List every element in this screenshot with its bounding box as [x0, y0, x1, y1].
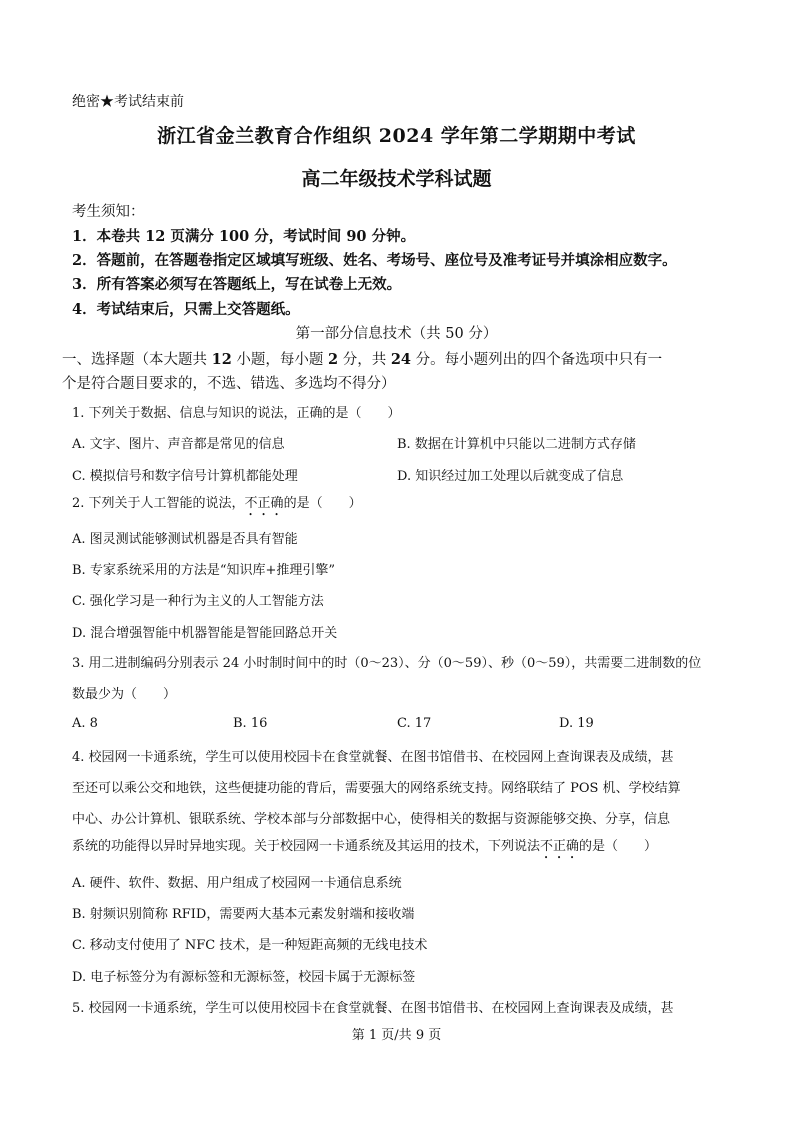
question-1-option-d: D. 知识经过加工处理以后就变成了信息: [397, 469, 624, 484]
notice-item-2: 2．答题前，在答题卷指定区域填写班级、姓名、考场号、座位号及准考证号并填涂相应数字。: [72, 252, 677, 269]
question-4-option-c: C. 移动支付使用了 NFC 技术，是一种短距高频的无线电技术: [72, 938, 428, 953]
question-2-stem: 2. 下列关于人工智能的说法，不正确的是（ ）: [72, 496, 362, 511]
question-4-line1: 4. 校园网一卡通系统，学生可以使用校园卡在食堂就餐、在图书馆借书、在校园网上查询课表及成绩，甚: [72, 750, 674, 765]
question-3-option-a: A. 8: [72, 716, 98, 731]
question-3-stem-line1: 3. 用二进制编码分别表示 24 小时制时间中的时（0～23）、分（0～59）、秒（0～59），共需要二进制数的位: [72, 656, 702, 671]
exam-subtitle: 高二年级技术学科试题: [301, 168, 492, 190]
question-1-option-a: A. 文字、图片、声音都是常见的信息: [72, 437, 285, 452]
page-number: 第 1 页/共 9 页: [351, 1028, 442, 1043]
question-5-line1: 5. 校园网一卡通系统，学生可以使用校园卡在食堂就餐、在图书馆借书、在校园网上查询课表及成绩，甚: [72, 1001, 674, 1016]
question-3-option-b: B. 16: [233, 716, 268, 731]
question-1-stem: 1. 下列关于数据、信息与知识的说法，正确的是（ ）: [72, 406, 401, 421]
question-4-option-a: A. 硬件、软件、数据、用户组成了校园网一卡通信息系统: [72, 876, 402, 891]
question-3-stem-line2: 数最少为（ ）: [72, 687, 177, 702]
confidential-mark: 绝密★考试结束前: [72, 94, 184, 110]
question-2-option-a: A. 图灵测试能够测试机器是否具有智能: [72, 532, 298, 547]
notice-item-4: 4．考试结束后，只需上交答题纸。: [72, 301, 300, 318]
question-4-line2: 至还可以乘公交和地铁，这些便捷功能的背后，需要强大的网络系统支持。网络联结了 POS 机、学校结算: [72, 781, 681, 796]
question-4-option-d: D. 电子标签分为有源标签和无源标签，校园卡属于无源标签: [72, 970, 416, 985]
exam-title-part: 学年第二学期期中考试: [433, 125, 636, 147]
question-3-option-c: C. 17: [397, 716, 432, 731]
question-1-option-b: B. 数据在计算机中只能以二进制方式存储: [397, 437, 636, 452]
question-2-option-b: B. 专家系统采用的方法是“知识库+推理引擎”: [72, 563, 336, 578]
section-title: 第一部分信息技术（共 50 分）: [295, 326, 498, 342]
question-4-option-b: B. 射频识别简称 RFID，需要两大基本元素发射端和接收端: [72, 907, 415, 922]
question-3-option-d: D. 19: [559, 716, 594, 731]
question-1-option-c: C. 模拟信号和数字信号计算机都能处理: [72, 469, 298, 484]
emphasis-text: 不正确: [540, 839, 580, 854]
section-instructions-line1: 一、选择题（本大题共 12 小题，每小题 2 分，共 24 分。每小题列出的四个备选项中只有一: [62, 351, 663, 368]
section-instructions-line2: 个是符合题目要求的，不选、错选、多选均不得分）: [62, 376, 396, 392]
notice-heading: 考生须知：: [72, 204, 145, 220]
notice-item-1: 1．本卷共 12 页满分 100 分，考试时间 90 分钟。: [72, 228, 416, 245]
question-2-option-c: C. 强化学习是一种行为主义的人工智能方法: [72, 594, 324, 609]
question-4-line3: 中心、办公计算机、银联系统、学校本部与分部数据中心，使得相关的数据与资源能够交换、分享，信息: [72, 812, 671, 827]
question-4-line4: 系统的功能得以异时异地实现。关于校园网一卡通系统及其运用的技术，下列说法不正确的是（ ）: [72, 839, 658, 854]
question-2-option-d: D. 混合增强智能中机器智能是智能回路总开关: [72, 626, 338, 641]
exam-title-year: 2024: [378, 125, 434, 147]
exam-title: [0, 121, 793, 148]
emphasis-text: 不正确: [244, 496, 284, 511]
exam-title-part: 浙江省金兰教育合作组织: [157, 125, 379, 147]
notice-item-3: 3．所有答案必须写在答题纸上，写在试卷上无效。: [72, 276, 402, 293]
